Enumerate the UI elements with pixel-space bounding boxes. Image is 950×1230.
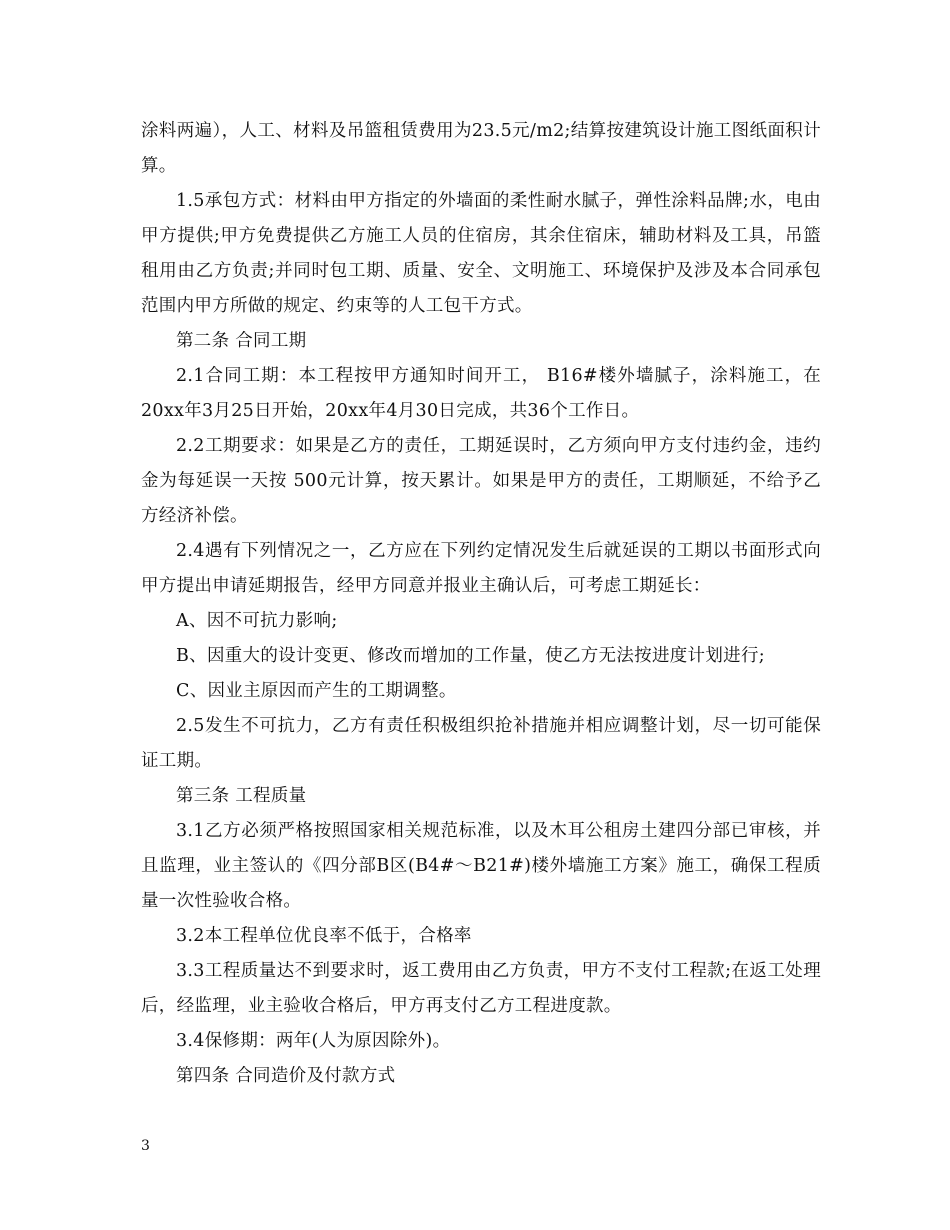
paragraph-2-2: 2.2工期要求：如果是乙方的责任，工期延误时，乙方须向甲方支付违约金，违约金为每延误一天按 500元计算，按天累计。如果是甲方的责任，工期顺延，不给予乙方经济补偿。 [141,436,821,526]
paragraph-2-4: 2.4遇有下列情况之一，乙方应在下列约定情况发生后就延误的工期以书面形式向甲方提出申请延期报告，经甲方同意并报业主确认后，可考虑工期延长： [141,541,821,596]
paragraph-contract-method: 1.5承包方式：材料由甲方指定的外墙面的柔性耐水腻子，弹性涂料品牌;水，电由甲方提供;甲方免费提供乙方施工人员的住宿房，其余住宿床，辅助材料及工具，吊篮租用由乙方负责;并同时包工期、质量、安全、文明施工、环境保护及涉及本合同承包范围内甲方所做的规定、约束等的人工包干方式。 [141,191,821,316]
paragraph-2-5: 2.5发生不可抗力，乙方有责任积极组织抢补措施并相应调整计划，尽一切可能保证工期。 [141,716,821,771]
paragraph-2-1: 2.1合同工期：本工程按甲方通知时间开工， B16#楼外墙腻子，涂料施工，在20xx年3月25日开始，20xx年4月30日完成，共36个工作日。 [141,366,821,421]
heading-article-4: 第四条 合同造价及付款方式 [176,1066,396,1086]
heading-article-3: 第三条 工程质量 [176,786,307,806]
paragraph-3-4: 3.4保修期：两年(人为原因除外)。 [176,1031,451,1051]
page-number: 3 [141,1138,150,1154]
list-item-b: B、因重大的设计变更、修改而增加的工作量，使乙方无法按进度计划进行; [176,646,765,666]
paragraph-3-2: 3.2本工程单位优良率不低于，合格率 [176,926,472,946]
list-item-c: C、因业主原因而产生的工期调整。 [176,681,457,701]
paragraph-3-1: 3.1乙方必须严格按照国家相关规范标准，以及木耳公租房土建四分部已审核，并且监理，业主签认的《四分部B区(B4#～B21#)楼外墙施工方案》施工，确保工程质量一次性验收合格。 [141,821,821,911]
list-item-a: A、因不可抗力影响; [176,611,338,631]
paragraph-3-3: 3.3工程质量达不到要求时，返工费用由乙方负责，甲方不支付工程款;在返工处理后，经监理，业主验收合格后，甲方再支付乙方工程进度款。 [141,961,821,1016]
heading-article-2: 第二条 合同工期 [176,331,307,351]
document-body [141,114,821,1094]
paragraph-fee-calculation: 涂料两遍），人工、材料及吊篮租赁费用为23.5元/m2;结算按建筑设计施工图纸面积计算。 [141,121,821,176]
